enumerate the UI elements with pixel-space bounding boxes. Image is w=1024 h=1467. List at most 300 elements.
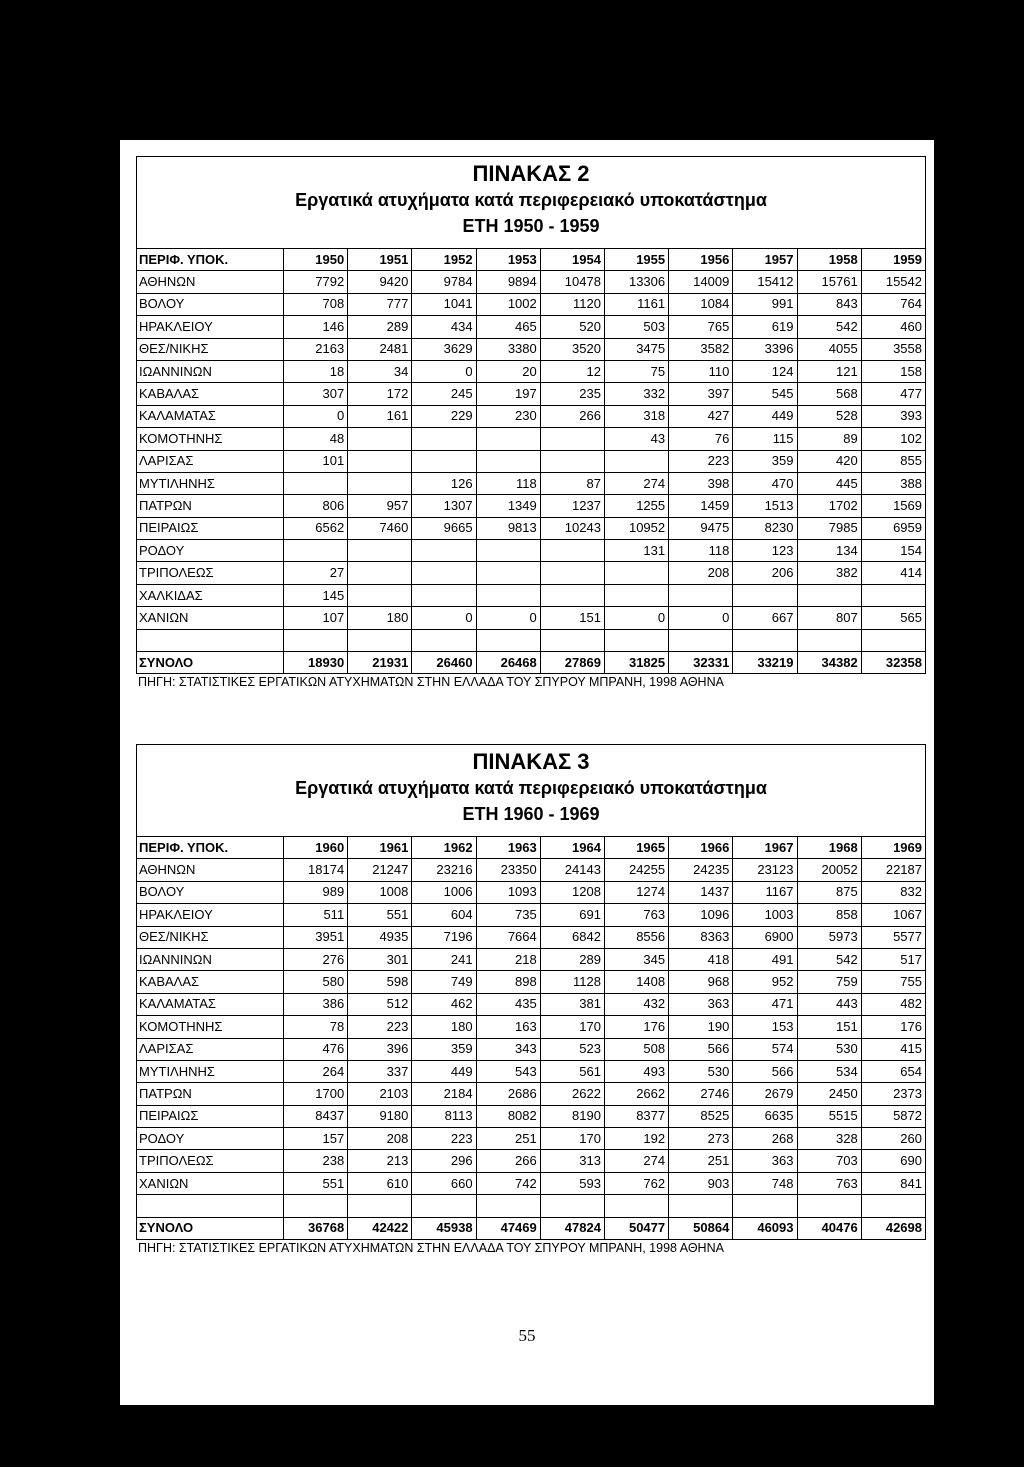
value-cell: 1128 xyxy=(540,971,604,993)
value-cell: 176 xyxy=(861,1016,925,1038)
value-cell: 574 xyxy=(733,1038,797,1060)
total-label-cell: ΣΥΝΟΛΟ xyxy=(137,652,284,674)
table-row xyxy=(137,971,926,993)
value-cell: 0 xyxy=(604,607,668,629)
value-cell: 12 xyxy=(540,360,604,382)
value-cell: 213 xyxy=(348,1150,412,1172)
table-2-source: ΠΗΓΗ: ΣΤΑΤΙΣΤΙΚΕΣ ΕΡΓΑΤΙΚΩΝ ΑΤΥΧΗΜΑΤΩΝ ΣΤΗΝ ΕΛΛΑΔΑ ΤΟΥ ΣΠΥΡΟΥ ΜΠΡΑΝΗ, 1998 ΑΘΗΝΑ xyxy=(138,675,724,690)
region-name-cell: ΗΡΑΚΛΕΙΟΥ xyxy=(137,316,284,338)
value-cell: 101 xyxy=(284,450,348,472)
column-header-region: ΠΕΡΙΦ. ΥΠΟΚ. xyxy=(137,249,284,271)
table-row xyxy=(137,1150,926,1172)
value-cell: 78 xyxy=(284,1016,348,1038)
value-cell: 2373 xyxy=(861,1083,925,1105)
value-cell: 8556 xyxy=(604,926,668,948)
value-cell: 396 xyxy=(348,1038,412,1060)
value-cell: 89 xyxy=(797,428,861,450)
value-cell: 1513 xyxy=(733,495,797,517)
value-cell: 2184 xyxy=(412,1083,476,1105)
total-value-cell: 27869 xyxy=(540,652,604,674)
value-cell: 477 xyxy=(861,383,925,405)
value-cell: 206 xyxy=(733,562,797,584)
value-cell: 388 xyxy=(861,472,925,494)
table-3-subtitle: Εργατικά ατυχήματα κατά περιφερειακό υποκατάστημα xyxy=(295,778,767,798)
value-cell: 2481 xyxy=(348,338,412,360)
value-cell: 445 xyxy=(797,472,861,494)
region-name-cell: ΒΟΛΟΥ xyxy=(137,881,284,903)
value-cell: 7196 xyxy=(412,926,476,948)
value-cell: 2450 xyxy=(797,1083,861,1105)
value-cell: 777 xyxy=(348,293,412,315)
value-cell: 1008 xyxy=(348,881,412,903)
column-header-year: 1952 xyxy=(412,249,476,271)
value-cell xyxy=(412,450,476,472)
value-cell: 1084 xyxy=(669,293,733,315)
value-cell xyxy=(412,540,476,562)
column-header-year: 1955 xyxy=(604,249,668,271)
column-header-year: 1967 xyxy=(733,837,797,859)
value-cell: 1700 xyxy=(284,1083,348,1105)
column-header-year: 1960 xyxy=(284,837,348,859)
value-cell: 1167 xyxy=(733,881,797,903)
region-name-cell: ΧΑΛΚΙΔΑΣ xyxy=(137,584,284,606)
spacer-row xyxy=(137,629,926,651)
value-cell: 703 xyxy=(797,1150,861,1172)
value-cell: 313 xyxy=(540,1150,604,1172)
column-header-year: 1964 xyxy=(540,837,604,859)
value-cell: 123 xyxy=(733,540,797,562)
value-cell xyxy=(348,584,412,606)
value-cell: 7985 xyxy=(797,517,861,539)
value-cell: 764 xyxy=(861,293,925,315)
value-cell: 8525 xyxy=(669,1105,733,1127)
value-cell: 0 xyxy=(412,360,476,382)
region-name-cell: ΜΥΤΙΛΗΝΗΣ xyxy=(137,1060,284,1082)
value-cell: 3629 xyxy=(412,338,476,360)
value-cell: 18174 xyxy=(284,859,348,881)
value-cell: 276 xyxy=(284,948,348,970)
column-header-year: 1959 xyxy=(861,249,925,271)
value-cell: 898 xyxy=(476,971,540,993)
region-name-cell: ΤΡΙΠΟΛΕΩΣ xyxy=(137,562,284,584)
table-row xyxy=(137,1083,926,1105)
value-cell: 1208 xyxy=(540,881,604,903)
value-cell: 3520 xyxy=(540,338,604,360)
value-cell: 251 xyxy=(669,1150,733,1172)
value-cell: 15412 xyxy=(733,271,797,293)
value-cell: 24255 xyxy=(604,859,668,881)
table-2-years: ΕΤΗ 1950 - 1959 xyxy=(462,216,600,236)
value-cell: 266 xyxy=(540,405,604,427)
value-cell: 434 xyxy=(412,316,476,338)
value-cell: 274 xyxy=(604,472,668,494)
value-cell: 218 xyxy=(476,948,540,970)
value-cell: 393 xyxy=(861,405,925,427)
column-header-year: 1961 xyxy=(348,837,412,859)
value-cell: 735 xyxy=(476,904,540,926)
value-cell: 8363 xyxy=(669,926,733,948)
table-row xyxy=(137,1128,926,1150)
value-cell: 172 xyxy=(348,383,412,405)
table-row xyxy=(137,881,926,903)
value-cell: 476 xyxy=(284,1038,348,1060)
value-cell: 530 xyxy=(669,1060,733,1082)
value-cell: 5973 xyxy=(797,926,861,948)
value-cell xyxy=(348,472,412,494)
total-value-cell: 45938 xyxy=(412,1217,476,1239)
value-cell: 337 xyxy=(348,1060,412,1082)
value-cell: 7792 xyxy=(284,271,348,293)
value-cell: 807 xyxy=(797,607,861,629)
value-cell: 264 xyxy=(284,1060,348,1082)
value-cell: 15761 xyxy=(797,271,861,293)
value-cell: 708 xyxy=(284,293,348,315)
value-cell: 968 xyxy=(669,971,733,993)
value-cell: 3558 xyxy=(861,338,925,360)
table-row xyxy=(137,540,926,562)
value-cell: 4055 xyxy=(797,338,861,360)
value-cell: 10952 xyxy=(604,517,668,539)
value-cell: 3582 xyxy=(669,338,733,360)
value-cell: 382 xyxy=(797,562,861,584)
column-header-year: 1968 xyxy=(797,837,861,859)
total-value-cell: 36768 xyxy=(284,1217,348,1239)
value-cell: 266 xyxy=(476,1150,540,1172)
total-label-cell: ΣΥΝΟΛΟ xyxy=(137,1217,284,1239)
value-cell: 593 xyxy=(540,1172,604,1194)
table-row xyxy=(137,1038,926,1060)
value-cell: 806 xyxy=(284,495,348,517)
value-cell: 34 xyxy=(348,360,412,382)
table-row xyxy=(137,428,926,450)
region-name-cell: ΚΟΜΟΤΗΝΗΣ xyxy=(137,428,284,450)
column-header-year: 1951 xyxy=(348,249,412,271)
value-cell: 154 xyxy=(861,540,925,562)
column-header-year: 1969 xyxy=(861,837,925,859)
table-row xyxy=(137,607,926,629)
value-cell: 493 xyxy=(604,1060,668,1082)
value-cell: 1459 xyxy=(669,495,733,517)
region-name-cell: ΜΥΤΙΛΗΝΗΣ xyxy=(137,472,284,494)
value-cell: 24235 xyxy=(669,859,733,881)
value-cell: 345 xyxy=(604,948,668,970)
value-cell: 5515 xyxy=(797,1105,861,1127)
value-cell: 1093 xyxy=(476,881,540,903)
value-cell: 107 xyxy=(284,607,348,629)
value-cell xyxy=(476,450,540,472)
value-cell xyxy=(476,540,540,562)
value-cell: 690 xyxy=(861,1150,925,1172)
value-cell: 482 xyxy=(861,993,925,1015)
region-name-cell: ΛΑΡΙΣΑΣ xyxy=(137,1038,284,1060)
value-cell: 268 xyxy=(733,1128,797,1150)
value-cell: 192 xyxy=(604,1128,668,1150)
column-header-year: 1965 xyxy=(604,837,668,859)
value-cell: 381 xyxy=(540,993,604,1015)
value-cell: 543 xyxy=(476,1060,540,1082)
total-value-cell: 21931 xyxy=(348,652,412,674)
value-cell: 508 xyxy=(604,1038,668,1060)
value-cell: 238 xyxy=(284,1150,348,1172)
value-cell: 161 xyxy=(348,405,412,427)
total-value-cell: 32331 xyxy=(669,652,733,674)
value-cell: 765 xyxy=(669,316,733,338)
value-cell: 1408 xyxy=(604,971,668,993)
value-cell: 170 xyxy=(540,1128,604,1150)
value-cell: 530 xyxy=(797,1038,861,1060)
column-header-year: 1963 xyxy=(476,837,540,859)
value-cell: 75 xyxy=(604,360,668,382)
value-cell: 0 xyxy=(284,405,348,427)
value-cell xyxy=(540,584,604,606)
value-cell: 245 xyxy=(412,383,476,405)
value-cell: 691 xyxy=(540,904,604,926)
table-row xyxy=(137,993,926,1015)
table-2-title: ΠΙΝΑΚΑΣ 2 xyxy=(472,161,590,186)
value-cell xyxy=(412,584,476,606)
value-cell: 755 xyxy=(861,971,925,993)
value-cell xyxy=(348,562,412,584)
region-name-cell: ΡΟΔΟΥ xyxy=(137,540,284,562)
region-name-cell: ΚΑΒΑΛΑΣ xyxy=(137,971,284,993)
value-cell: 420 xyxy=(797,450,861,472)
value-cell: 163 xyxy=(476,1016,540,1038)
column-header-year: 1950 xyxy=(284,249,348,271)
value-cell: 528 xyxy=(797,405,861,427)
value-cell: 551 xyxy=(284,1172,348,1194)
value-cell: 118 xyxy=(476,472,540,494)
value-cell: 542 xyxy=(797,316,861,338)
value-cell: 126 xyxy=(412,472,476,494)
column-header-year: 1956 xyxy=(669,249,733,271)
value-cell: 1569 xyxy=(861,495,925,517)
value-cell: 158 xyxy=(861,360,925,382)
value-cell: 289 xyxy=(540,948,604,970)
value-cell xyxy=(348,428,412,450)
value-cell: 223 xyxy=(412,1128,476,1150)
value-cell: 841 xyxy=(861,1172,925,1194)
region-name-cell: ΧΑΝΙΩΝ xyxy=(137,1172,284,1194)
value-cell: 110 xyxy=(669,360,733,382)
region-name-cell: ΧΑΝΙΩΝ xyxy=(137,607,284,629)
value-cell: 332 xyxy=(604,383,668,405)
value-cell: 223 xyxy=(348,1016,412,1038)
value-cell: 1307 xyxy=(412,495,476,517)
table-row xyxy=(137,338,926,360)
total-value-cell: 47469 xyxy=(476,1217,540,1239)
table-row xyxy=(137,584,926,606)
value-cell: 328 xyxy=(797,1128,861,1150)
accidents-table-1960-1969 xyxy=(136,836,926,1240)
value-cell: 749 xyxy=(412,971,476,993)
value-cell xyxy=(348,450,412,472)
value-cell xyxy=(861,584,925,606)
value-cell: 1437 xyxy=(669,881,733,903)
region-name-cell: ΚΑΛΑΜΑΤΑΣ xyxy=(137,993,284,1015)
value-cell: 561 xyxy=(540,1060,604,1082)
value-cell xyxy=(412,428,476,450)
table-header-row xyxy=(137,249,926,271)
column-header-region: ΠΕΡΙΦ. ΥΠΟΚ. xyxy=(137,837,284,859)
value-cell: 296 xyxy=(412,1150,476,1172)
value-cell: 10243 xyxy=(540,517,604,539)
value-cell: 471 xyxy=(733,993,797,1015)
table-3-caption xyxy=(136,744,926,836)
total-row xyxy=(137,1217,926,1239)
value-cell: 260 xyxy=(861,1128,925,1150)
value-cell: 903 xyxy=(669,1172,733,1194)
value-cell xyxy=(476,428,540,450)
value-cell: 523 xyxy=(540,1038,604,1060)
value-cell xyxy=(797,584,861,606)
value-cell: 2163 xyxy=(284,338,348,360)
value-cell: 0 xyxy=(476,607,540,629)
value-cell: 1006 xyxy=(412,881,476,903)
value-cell: 762 xyxy=(604,1172,668,1194)
region-name-cell: ΗΡΑΚΛΕΙΟΥ xyxy=(137,904,284,926)
total-row xyxy=(137,652,926,674)
value-cell: 6842 xyxy=(540,926,604,948)
table-row xyxy=(137,450,926,472)
table-row xyxy=(137,316,926,338)
table-3-block xyxy=(136,744,926,1256)
value-cell: 318 xyxy=(604,405,668,427)
value-cell: 8190 xyxy=(540,1105,604,1127)
region-name-cell: ΑΘΗΝΩΝ xyxy=(137,859,284,881)
value-cell: 208 xyxy=(669,562,733,584)
value-cell: 9180 xyxy=(348,1105,412,1127)
value-cell: 398 xyxy=(669,472,733,494)
value-cell: 153 xyxy=(733,1016,797,1038)
total-value-cell: 42698 xyxy=(861,1217,925,1239)
value-cell: 3380 xyxy=(476,338,540,360)
value-cell: 10478 xyxy=(540,271,604,293)
column-header-year: 1954 xyxy=(540,249,604,271)
value-cell: 146 xyxy=(284,316,348,338)
value-cell: 449 xyxy=(412,1060,476,1082)
value-cell: 465 xyxy=(476,316,540,338)
value-cell: 180 xyxy=(412,1016,476,1038)
value-cell: 145 xyxy=(284,584,348,606)
table-row xyxy=(137,293,926,315)
value-cell: 517 xyxy=(861,948,925,970)
value-cell xyxy=(540,428,604,450)
value-cell xyxy=(476,584,540,606)
total-value-cell: 46093 xyxy=(733,1217,797,1239)
total-value-cell: 50864 xyxy=(669,1217,733,1239)
table-2-subtitle: Εργατικά ατυχήματα κατά περιφερειακό υποκατάστημα xyxy=(295,190,767,210)
value-cell: 9784 xyxy=(412,271,476,293)
value-cell: 1041 xyxy=(412,293,476,315)
value-cell: 241 xyxy=(412,948,476,970)
total-value-cell: 26468 xyxy=(476,652,540,674)
value-cell: 76 xyxy=(669,428,733,450)
value-cell: 7664 xyxy=(476,926,540,948)
table-header-row xyxy=(137,837,926,859)
value-cell: 13306 xyxy=(604,271,668,293)
value-cell: 545 xyxy=(733,383,797,405)
column-header-year: 1958 xyxy=(797,249,861,271)
value-cell: 748 xyxy=(733,1172,797,1194)
value-cell xyxy=(348,540,412,562)
value-cell: 134 xyxy=(797,540,861,562)
value-cell: 619 xyxy=(733,316,797,338)
value-cell: 6959 xyxy=(861,517,925,539)
value-cell: 20052 xyxy=(797,859,861,881)
value-cell: 511 xyxy=(284,904,348,926)
value-cell xyxy=(412,562,476,584)
value-cell: 0 xyxy=(412,607,476,629)
value-cell: 343 xyxy=(476,1038,540,1060)
column-header-year: 1953 xyxy=(476,249,540,271)
value-cell: 491 xyxy=(733,948,797,970)
value-cell xyxy=(476,562,540,584)
region-name-cell: ΠΕΙΡΑΙΩΣ xyxy=(137,517,284,539)
value-cell: 9894 xyxy=(476,271,540,293)
region-name-cell: ΚΑΛΑΜΑΤΑΣ xyxy=(137,405,284,427)
table-2-block xyxy=(136,156,926,690)
value-cell xyxy=(604,584,668,606)
value-cell: 610 xyxy=(348,1172,412,1194)
value-cell: 435 xyxy=(476,993,540,1015)
value-cell: 832 xyxy=(861,881,925,903)
value-cell: 307 xyxy=(284,383,348,405)
value-cell: 875 xyxy=(797,881,861,903)
value-cell: 3475 xyxy=(604,338,668,360)
region-name-cell: ΡΟΔΟΥ xyxy=(137,1128,284,1150)
value-cell: 512 xyxy=(348,993,412,1015)
value-cell: 2686 xyxy=(476,1083,540,1105)
value-cell: 843 xyxy=(797,293,861,315)
table-row xyxy=(137,472,926,494)
value-cell: 23350 xyxy=(476,859,540,881)
value-cell: 2622 xyxy=(540,1083,604,1105)
value-cell: 289 xyxy=(348,316,412,338)
value-cell: 462 xyxy=(412,993,476,1015)
value-cell xyxy=(604,562,668,584)
value-cell: 363 xyxy=(733,1150,797,1172)
value-cell: 520 xyxy=(540,316,604,338)
value-cell: 759 xyxy=(797,971,861,993)
value-cell: 1120 xyxy=(540,293,604,315)
value-cell: 197 xyxy=(476,383,540,405)
region-name-cell: ΚΟΜΟΤΗΝΗΣ xyxy=(137,1016,284,1038)
region-name-cell: ΘΕΣ/ΝΙΚΗΣ xyxy=(137,926,284,948)
value-cell: 991 xyxy=(733,293,797,315)
value-cell: 14009 xyxy=(669,271,733,293)
total-value-cell: 26460 xyxy=(412,652,476,674)
value-cell xyxy=(669,584,733,606)
table-3-source: ΠΗΓΗ: ΣΤΑΤΙΣΤΙΚΕΣ ΕΡΓΑΤΙΚΩΝ ΑΤΥΧΗΜΑΤΩΝ ΣΤΗΝ ΕΛΛΑΔΑ ΤΟΥ ΣΠΥΡΟΥ ΜΠΡΑΝΗ, 1998 ΑΘΗΝΑ xyxy=(138,1241,724,1256)
accidents-table-1950-1959 xyxy=(136,248,926,674)
value-cell: 4935 xyxy=(348,926,412,948)
value-cell: 568 xyxy=(797,383,861,405)
value-cell: 2679 xyxy=(733,1083,797,1105)
value-cell: 9420 xyxy=(348,271,412,293)
value-cell: 667 xyxy=(733,607,797,629)
value-cell: 470 xyxy=(733,472,797,494)
value-cell: 952 xyxy=(733,971,797,993)
value-cell: 5577 xyxy=(861,926,925,948)
value-cell: 460 xyxy=(861,316,925,338)
value-cell: 6562 xyxy=(284,517,348,539)
value-cell: 566 xyxy=(733,1060,797,1082)
value-cell: 8437 xyxy=(284,1105,348,1127)
table-3-title: ΠΙΝΑΚΑΣ 3 xyxy=(472,749,590,774)
region-name-cell: ΠΑΤΡΩΝ xyxy=(137,495,284,517)
value-cell xyxy=(284,540,348,562)
table-row xyxy=(137,1172,926,1194)
